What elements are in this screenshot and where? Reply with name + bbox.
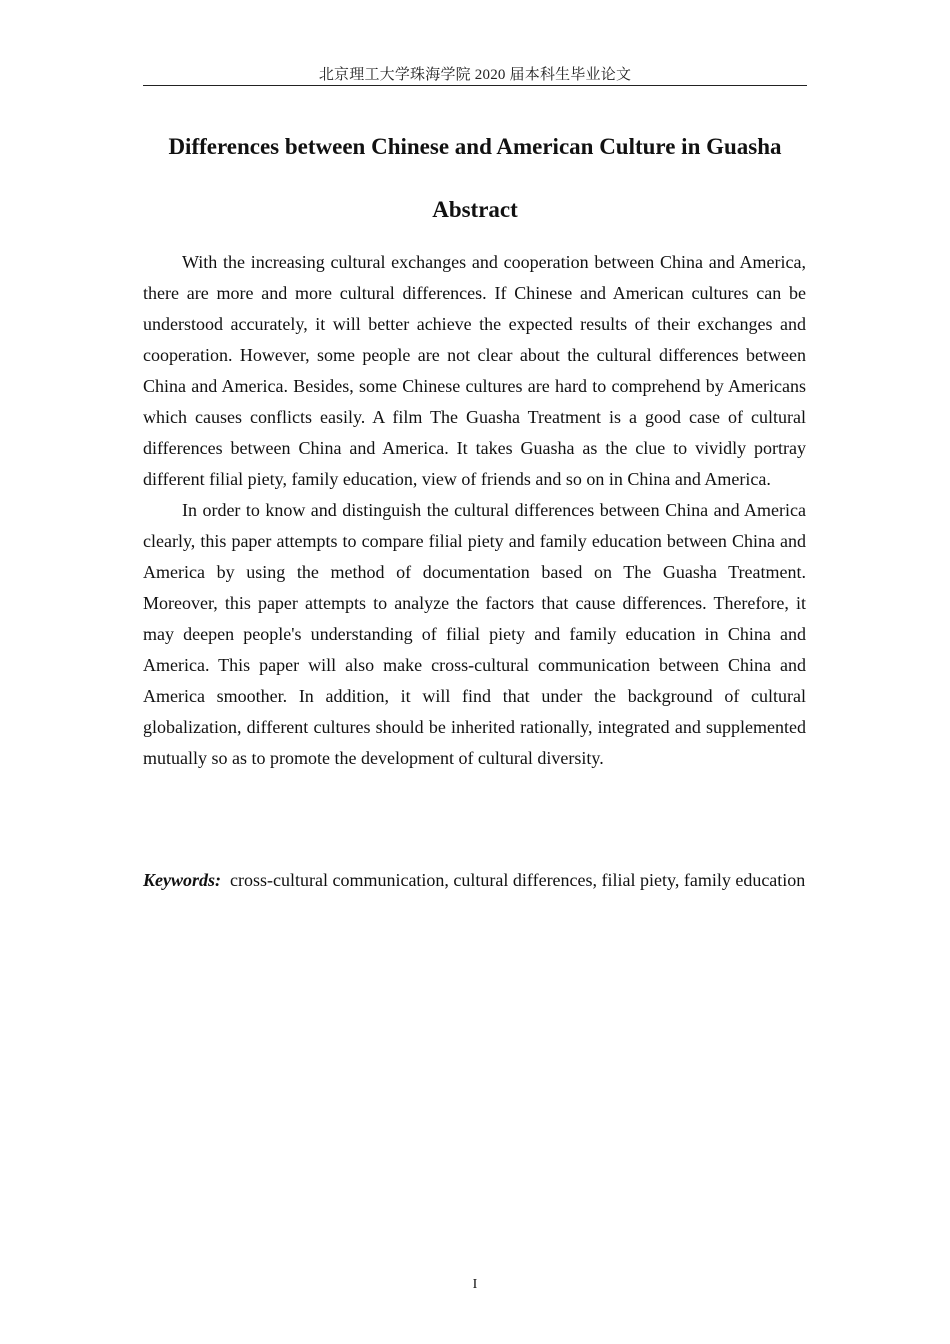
abstract-heading: Abstract — [432, 197, 518, 222]
paper-title: Differences between Chinese and American Culture in Guasha — [168, 134, 782, 159]
abstract-paragraph: With the increasing cultural exchanges and cooperation between China and America, there are more and more cultural differences. If Chinese and American cultures can be understood accurately, it will better achieve the expected results of their exchanges and cooperation. However, some people are not clear about the cultural differences between China and America. Besides, some Chinese cultures are hard to comprehend by Americans which causes conflicts easily. A film The Guasha Treatment is a good case of cultural differences between China and America. It takes Guasha as the clue to vividly portray different filial piety, family education, view of friends and so on in China and America. — [143, 252, 806, 489]
keywords — [143, 865, 806, 896]
page-number: I — [472, 1277, 478, 1292]
keywords-label: Keywords: — [143, 870, 221, 890]
abstract-paragraph: In order to know and distinguish the cultural differences between China and America clearly, this paper attempts to compare filial piety and family education between China and America by using the method of documentation based on The Guasha Treatment. Moreover, this paper attempts to analyze the factors that cause differences. Therefore, it may deepen people's understanding of filial piety and family education in China and America. This paper will also make cross-cultural communication between China and America smoother. In addition, it will find that under the background of cultural globalization, different cultures should be inherited rationally, integrated and supplemented mutually so as to promote the development of cultural diversity. — [143, 500, 806, 768]
running-header: 北京理工大学珠海学院 2020 届本科生毕业论文 — [318, 67, 632, 83]
keywords-text: cross-cultural communication, cultural differences, filial piety, family education — [230, 870, 806, 890]
header-rule — [143, 85, 807, 86]
abstract-body — [143, 247, 806, 774]
